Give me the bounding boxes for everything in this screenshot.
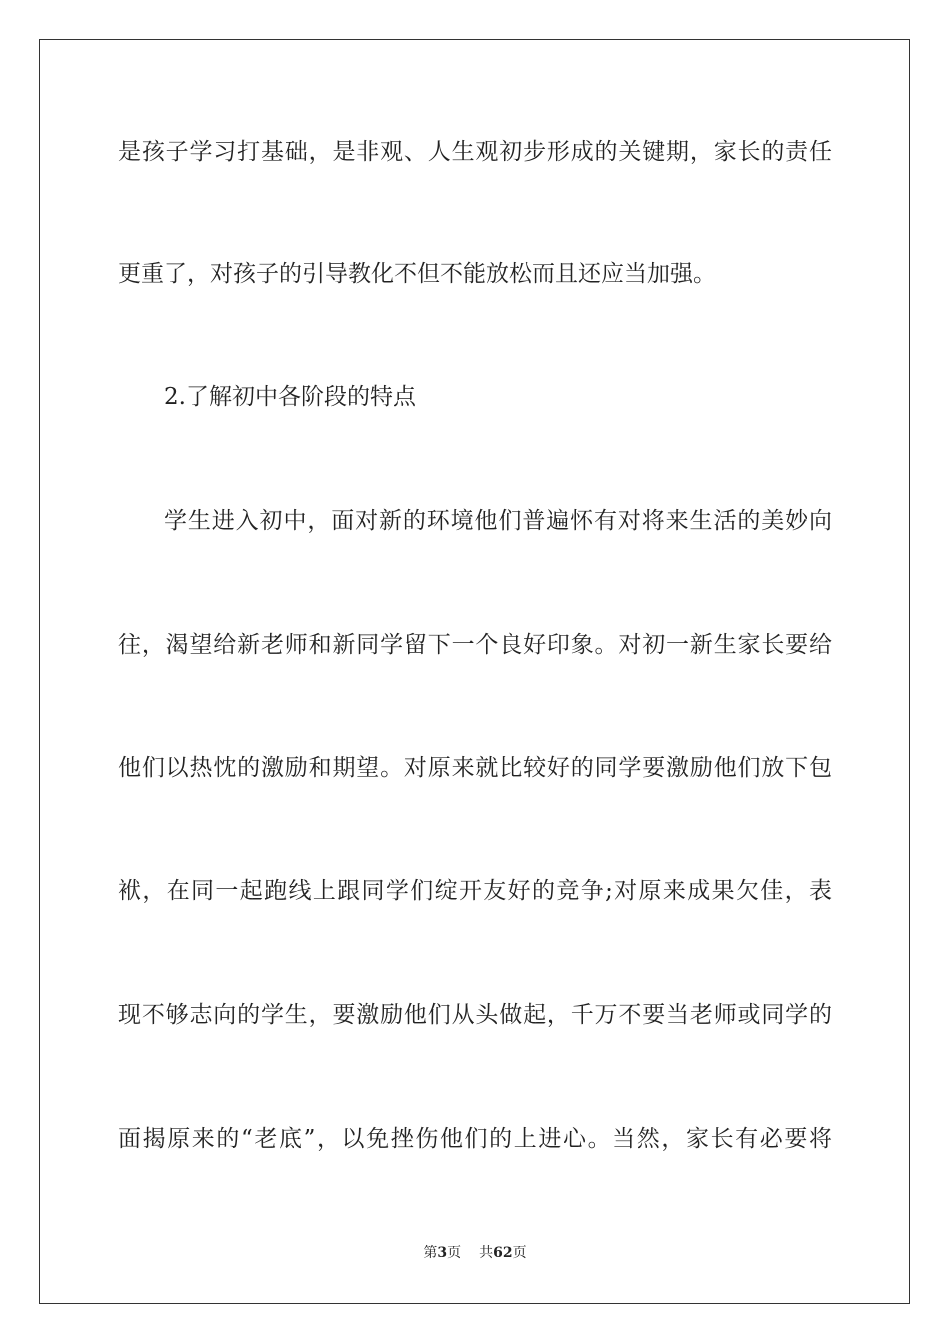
page-border: [39, 39, 910, 1304]
text-line-6: 他们以热忱的激励和期望。对原来就比较好的同学要激励他们放下包: [118, 755, 832, 781]
text-line-1: 是孩子学习打基础，是非观、人生观初步形成的关键期，家长的责任: [118, 139, 832, 165]
page-prefix: 第: [423, 1245, 438, 1261]
page-footer: [0, 1244, 950, 1262]
total-pages: 62: [493, 1245, 513, 1261]
text-line-7: 袱，在同一起跑线上跟同学们绽开友好的竞争;对原来成果欠佳，表: [118, 878, 832, 904]
text-line-4: 学生进入初中，面对新的环境他们普遍怀有对将来生活的美妙向: [164, 508, 832, 534]
total-prefix: 共: [479, 1245, 494, 1261]
page-number: 3: [437, 1245, 448, 1261]
text-line-9: 面揭原来的“老底”，以免挫伤他们的上进心。当然，家长有必要将: [118, 1126, 832, 1152]
page-suffix: 页: [447, 1245, 462, 1261]
text-line-5: 往，渴望给新老师和新同学留下一个良好印象。对初一新生家长要给: [118, 632, 832, 658]
total-suffix: 页: [512, 1245, 527, 1261]
text-line-2: 更重了，对孩子的引导教化不但不能放松而且还应当加强。: [118, 261, 716, 287]
section-heading: 2.了解初中各阶段的特点: [164, 384, 416, 410]
text-line-8: 现不够志向的学生，要激励他们从头做起，千万不要当老师或同学的: [118, 1002, 832, 1028]
